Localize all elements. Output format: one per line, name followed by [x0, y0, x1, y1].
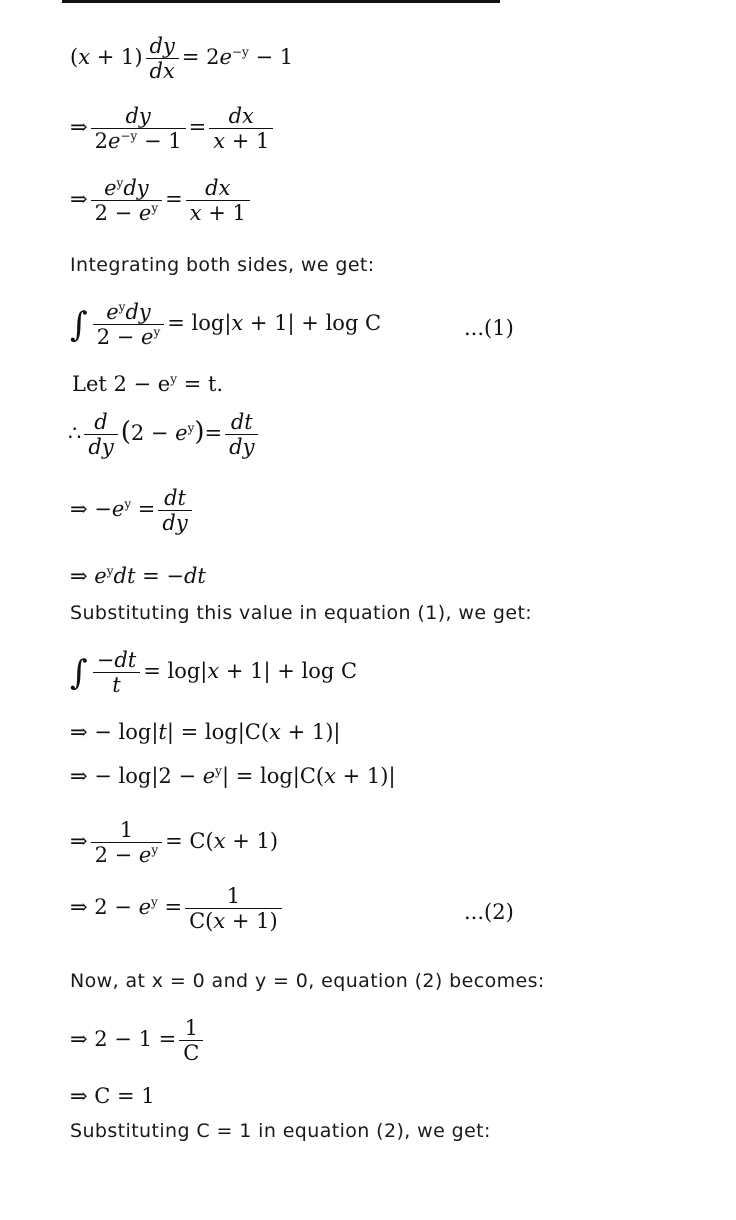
- substitute-text: Substituting this value in equation (1), we get:: [70, 602, 533, 624]
- equation-separated-1: ⇒ $\frac{dy}{2e^{-y} - 1}$ = $\frac{dx}{x + 1}$: [70, 104, 276, 153]
- equation-log-2: ⇒ − $\log|2 - e^y| = \log|C(x + 1)|$: [70, 764, 396, 788]
- equation-constant: ⇒ 2 − 1 = $\frac{1}{C}$: [70, 1016, 206, 1065]
- intro-text: Integrating both sides, we get:: [70, 254, 375, 276]
- equation-integral-2: ∫ $\frac{-dt}{t}$ = log|x + 1| + log C: [70, 648, 358, 697]
- initial-condition-text: Now, at x = 0 and y = 0, equation (2) becomes:: [70, 970, 545, 992]
- let-tail: = t.: [177, 372, 224, 396]
- equation-ode: (x + 1) $\frac{dy}{dx}$ = $2e^{-y} - 1$: [70, 34, 294, 83]
- equation-neg-exp: ⇒ $-e^y$ = $\frac{dt}{dy}$: [70, 486, 195, 535]
- equation-dt: ⇒ $e^ydt = -dt$: [70, 564, 206, 588]
- equation-label-1: ...(1): [464, 316, 514, 340]
- equation-integral-1: ∫ $\frac{e^ydy}{2 - e^y}$ = log|x + 1| + log C: [70, 300, 382, 349]
- let-statement: Let 2 − e: [72, 372, 171, 396]
- top-rule: [62, 0, 500, 3]
- equation-solution: ⇒ $2 - e^y$ = $\frac{1}{C(x + 1)}$: [70, 884, 285, 933]
- substitution-statement: Let $2 - e^y = t$.: [72, 372, 224, 396]
- equation-derivative: ∴ $\frac{d}{dy}$ $(2 - e^y)=$ $\frac{dt}{dy}$: [68, 410, 261, 459]
- equation-label-2: ...(2): [464, 900, 514, 924]
- equation-c-value: ⇒ C = 1: [70, 1084, 155, 1108]
- equation-reciprocal: ⇒ $\frac{1}{2 - e^y}$ = C(x + 1): [70, 818, 279, 867]
- final-text: Substituting C = 1 in equation (2), we get:: [70, 1120, 491, 1142]
- equation-log-1: ⇒ − log|t| = log|C(x + 1)|: [70, 720, 341, 744]
- equation-separated-2: ⇒ $\frac{e^ydy}{2 - e^y}$ = $\frac{dx}{x + 1}$: [70, 176, 253, 225]
